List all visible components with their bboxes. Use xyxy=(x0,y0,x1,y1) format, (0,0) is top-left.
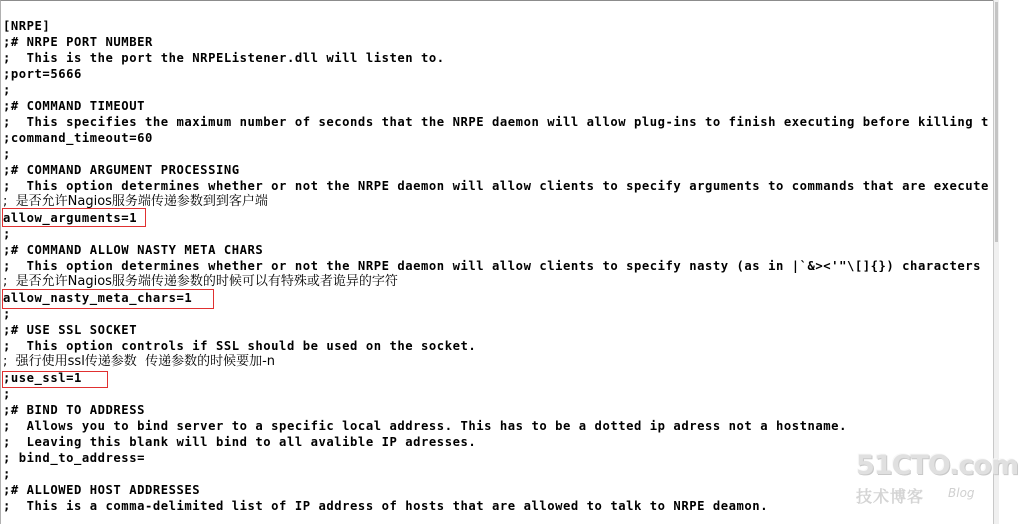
watermark-blog: Blog xyxy=(948,486,975,500)
line-9: ; xyxy=(3,147,11,161)
line-17-comment-cn: ; 是否允许Nagios服务端传递参数的时候可以有特殊或者诡异的字符 xyxy=(3,274,398,289)
line-11: ; This option determines whether or not the NRPE daemon will allow clients to specify arguments to commands that are execute xyxy=(3,179,989,193)
line-3: ; This is the port the NRPEListener.dll will listen to. xyxy=(3,51,445,65)
line-22-comment-cn: ; 强行使用ssl传递参数 传递参数的时候要加-n xyxy=(3,354,275,369)
line-25: ;# BIND TO ADDRESS xyxy=(3,403,145,417)
line-15: ;# COMMAND ALLOW NASTY META CHARS xyxy=(3,243,264,257)
line-4: ;port=5666 xyxy=(3,67,82,81)
line-26: ; Allows you to bind server to a specific local address. This has to be a dotted ip adress not a hostname. xyxy=(3,419,847,433)
line-23-use-ssl: ;use_ssl=1 xyxy=(3,371,82,385)
line-6: ;# COMMAND TIMEOUT xyxy=(3,99,145,113)
line-20: ;# USE SSL SOCKET xyxy=(3,323,138,337)
line-10: ;# COMMAND ARGUMENT PROCESSING xyxy=(3,163,240,177)
line-27: ; Leaving this blank will bind to all avalible IP adresses. xyxy=(3,435,477,449)
watermark-logo: 51CTO.com xyxy=(856,450,1018,481)
watermark xyxy=(856,450,1018,510)
line-30: ;# ALLOWED HOST ADDRESSES xyxy=(3,483,201,497)
line-16: ; This option determines whether or not the NRPE daemon will allow clients to specify nasty (as in |`&><'"\[]{}) characters xyxy=(3,259,982,273)
line-29: ; xyxy=(3,467,11,481)
line-2: ;# NRPE PORT NUMBER xyxy=(3,35,153,49)
line-7: ; This specifies the maximum number of seconds that the NRPE daemon will allow plug-ins to finish executing before killing t xyxy=(3,115,989,129)
vertical-scrollbar[interactable] xyxy=(993,0,999,524)
config-lines xyxy=(3,18,989,514)
line-5: ; xyxy=(3,83,11,97)
highlight-box-allow-nasty xyxy=(2,289,214,309)
line-21: ; This option controls if SSL should be used on the socket. xyxy=(3,339,477,353)
scrollbar-thumb[interactable] xyxy=(995,2,998,242)
highlight-box-allow-arguments xyxy=(2,208,146,227)
line-13-allow-arguments: allow_arguments=1 xyxy=(3,211,138,225)
line-24: ; xyxy=(3,387,11,401)
line-28: ; bind_to_address= xyxy=(3,451,145,465)
line-8: ;command_timeout=60 xyxy=(3,131,153,145)
line-31: ; This is a comma-delimited list of IP address of hosts that are allowed to talk to NRPE deamon. xyxy=(3,499,769,513)
line-1: [NRPE] xyxy=(3,19,51,33)
line-12-comment-cn: ; 是否允许Nagios服务端传递参数到到客户端 xyxy=(3,194,268,209)
line-18-allow-nasty: allow_nasty_meta_chars=1 xyxy=(3,291,193,305)
watermark-subtitle: 技术博客 xyxy=(856,487,925,506)
line-14: ; xyxy=(3,227,11,241)
line-19: ; xyxy=(3,307,11,321)
highlight-box-use-ssl xyxy=(2,371,108,388)
